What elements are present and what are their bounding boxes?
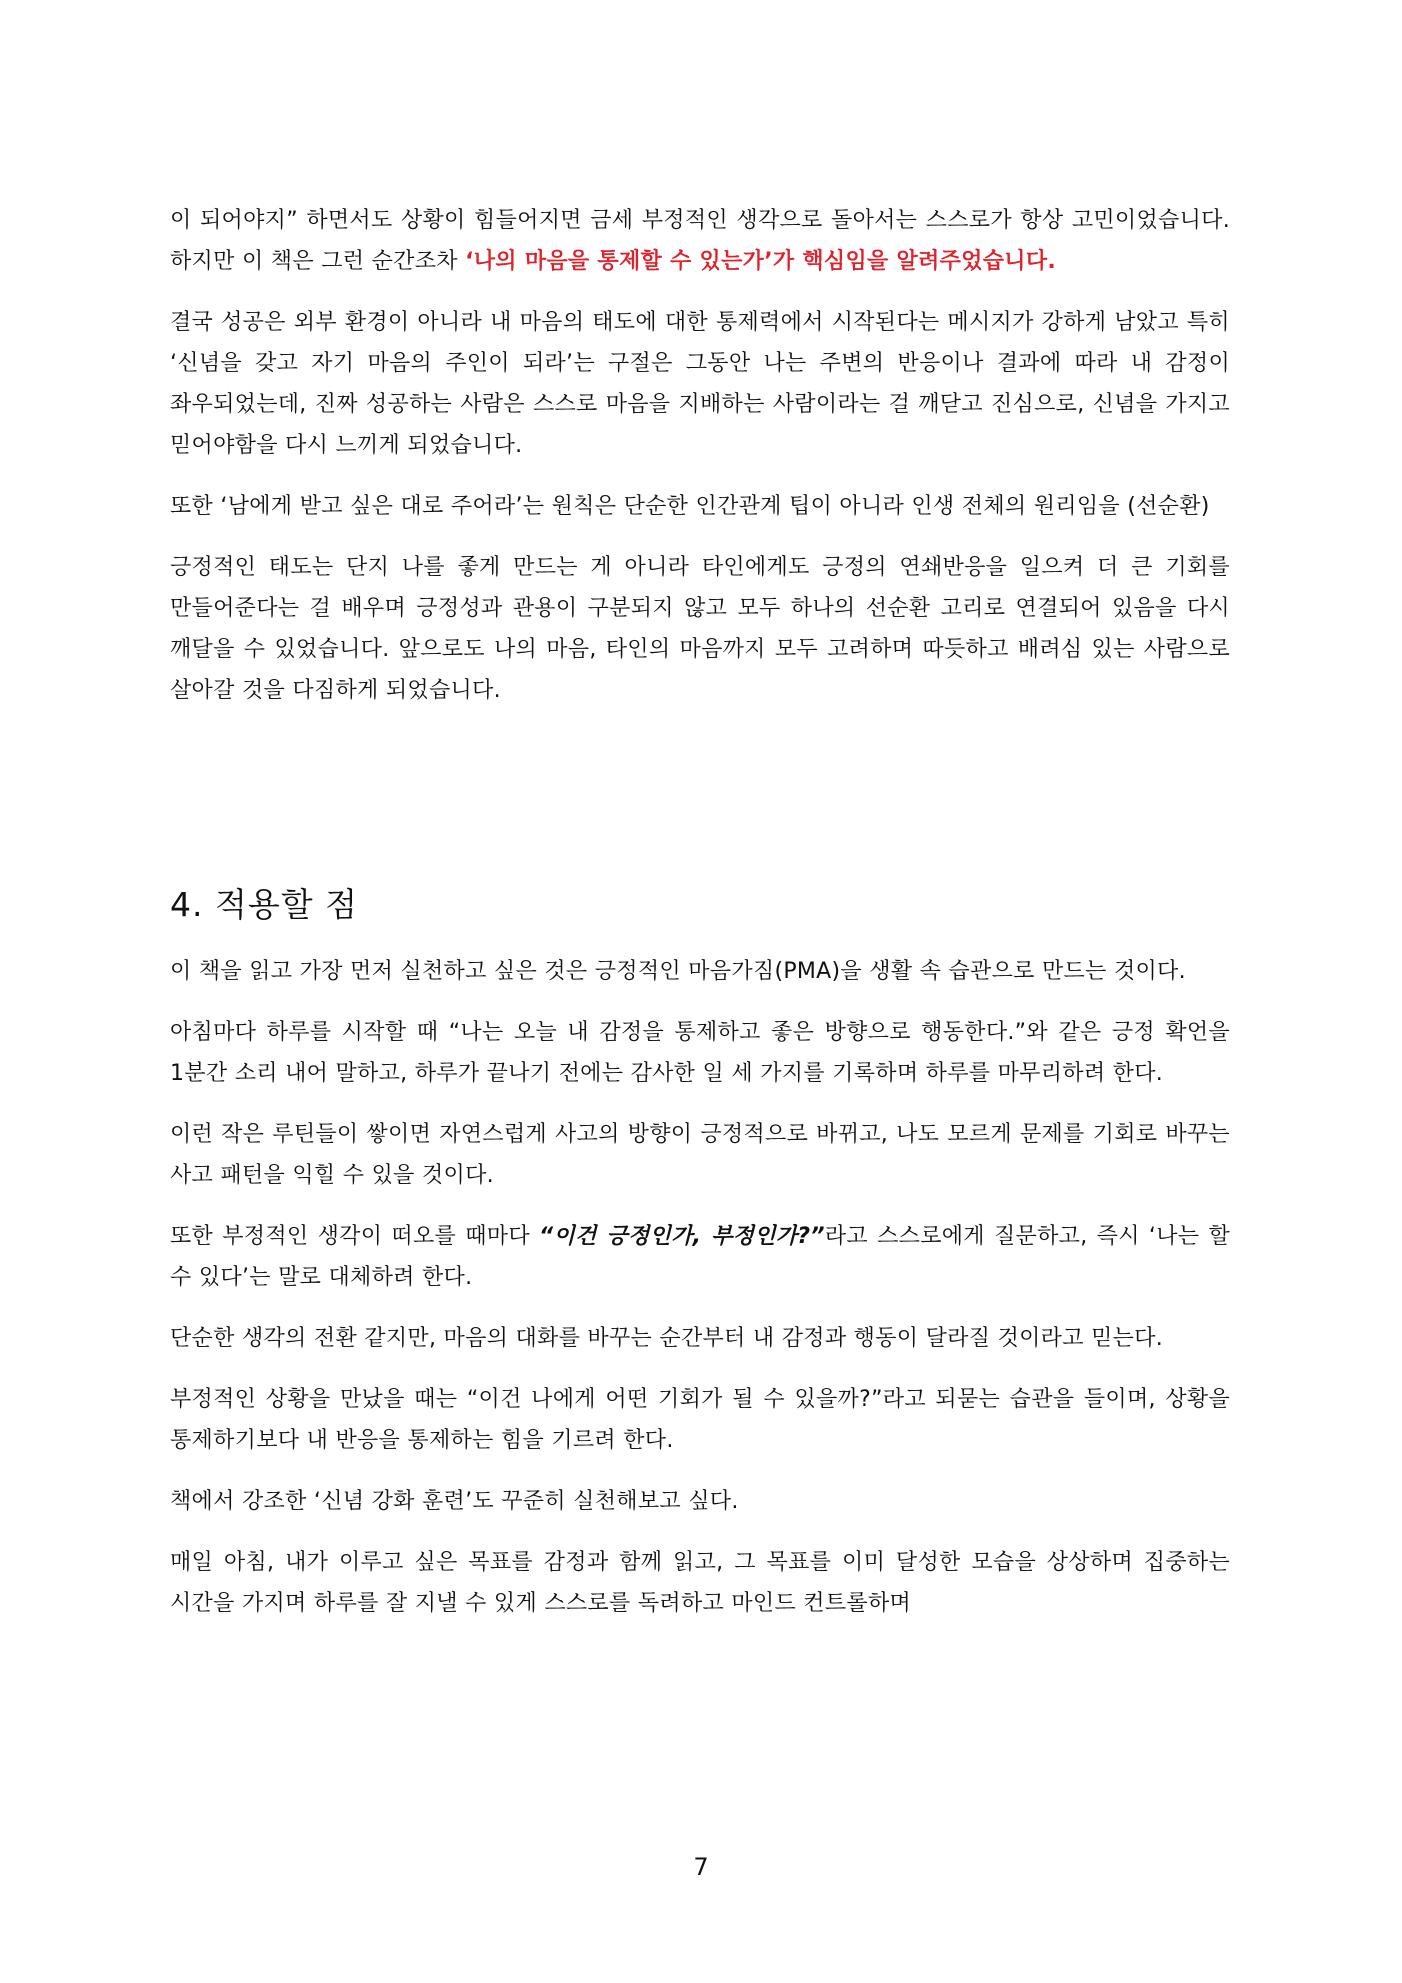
- paragraph-text: 라고 스스로에게 질문하고, 즉시 ‘나는 할 수 있다’는 말로 대체하려 한다.: [170, 1224, 1230, 1290]
- paragraph-reflection-4: 긍정적인 태도는 단지 나를 좋게 만드는 게 아니라 타인에게도 긍정의 연쇄반응을 일으켜 더 큰 기회를 만들어준다는 걸 배우며 긍정성과 관용이 구분되지 않고 모두 하나의 선순환 고리로 연결되어 있음을 다시 깨달을 수 있었습니다. 앞으로도 나의 마음, 타인의 마음까지 모두 고려하며 따듯하고 배려심 있는 사람으로 살아갈 것을 다짐하게 되었습니다.: [170, 555, 1230, 703]
- emphasis-red-text: ‘나의 마음을 통제할 수 있는가’가 핵심임을 알려주었습니다.: [465, 249, 1057, 274]
- page-content: [170, 200, 1230, 1644]
- paragraph-text: 이 되어야지” 하면서도 상황이 힘들어지면 금세 부정적인 생각으로 돌아서는 스스로가 항상 고민이었습니다. 하지만 이 책은 그런 순간조차: [170, 208, 1230, 274]
- paragraph-application-7: 책에서 강조한 ‘신념 강화 훈련’도 꾸준히 실천해보고 싶다.: [170, 1489, 739, 1514]
- paragraph-application-1: 이 책을 읽고 가장 먼저 실천하고 싶은 것은 긍정적인 마음가짐(PMA)을 생활 속 습관으로 만드는 것이다.: [170, 959, 1186, 984]
- paragraph-application-4: [170, 1216, 1230, 1298]
- paragraph-reflection-2: 결국 성공은 외부 환경이 아니라 내 마음의 태도에 대한 통제력에서 시작된다는 메시지가 강하게 남았고 특히 ‘신념을 갖고 자기 마음의 주인이 되라’는 구절은 그동안 나는 주변의 반응이나 결과에 따라 내 감정이 좌우되었는데, 진짜 성공하는 사람은 스스로 마음을 지배하는 사람이라는 걸 깨닫고 진심으로, 신념을 가지고 믿어야함을 다시 느끼게 되었습니다.: [170, 310, 1230, 458]
- page-number: 7: [693, 1853, 709, 1881]
- paragraph-application-2: 아침마다 하루를 시작할 때 “나는 오늘 내 감정을 통제하고 좋은 방향으로 행동한다.”와 같은 긍정 확언을 1분간 소리 내어 말하고, 하루가 끝나기 전에는 감사한 일 세 가지를 기록하며 하루를 마무리하려 한다.: [170, 1020, 1230, 1086]
- paragraph-application-8: 매일 아침, 내가 이루고 싶은 목표를 감정과 함께 읽고, 그 목표를 이미 달성한 모습을 상상하며 집중하는 시간을 가지며 하루를 잘 지낼 수 있게 스스로를 독려하고 마인드 컨트롤하며: [170, 1550, 1230, 1616]
- paragraph-application-5: 단순한 생각의 전환 같지만, 마음의 대화를 바꾸는 순간부터 내 감정과 행동이 달라질 것이라고 믿는다.: [170, 1326, 1164, 1351]
- section-heading: 4. 적용할 점: [170, 885, 358, 924]
- emphasis-italic-text: “이건 긍정인가, 부정인가?”: [539, 1224, 825, 1249]
- paragraph-application-6: 부정적인 상황을 만났을 때는 “이건 나에게 어떤 기회가 될 수 있을까?”라고 되묻는 습관을 들이며, 상황을 통제하기보다 내 반응을 통제하는 힘을 기르려 한다.: [170, 1387, 1230, 1453]
- section-spacer: [170, 731, 1230, 881]
- paragraph-application-3: 이런 작은 루틴들이 쌓이면 자연스럽게 사고의 방향이 긍정적으로 바뀌고, 나도 모르게 문제를 기회로 바꾸는 사고 패턴을 익힐 수 있을 것이다.: [170, 1122, 1230, 1188]
- paragraph-reflection-1: [170, 200, 1230, 282]
- paragraph-text: 또한 부정적인 생각이 떠오를 때마다: [170, 1224, 540, 1249]
- paragraph-reflection-3: 또한 ‘남에게 받고 싶은 대로 주어라’는 원칙은 단순한 인간관계 팁이 아니라 인생 전체의 원리임을 (선순환): [170, 494, 1210, 519]
